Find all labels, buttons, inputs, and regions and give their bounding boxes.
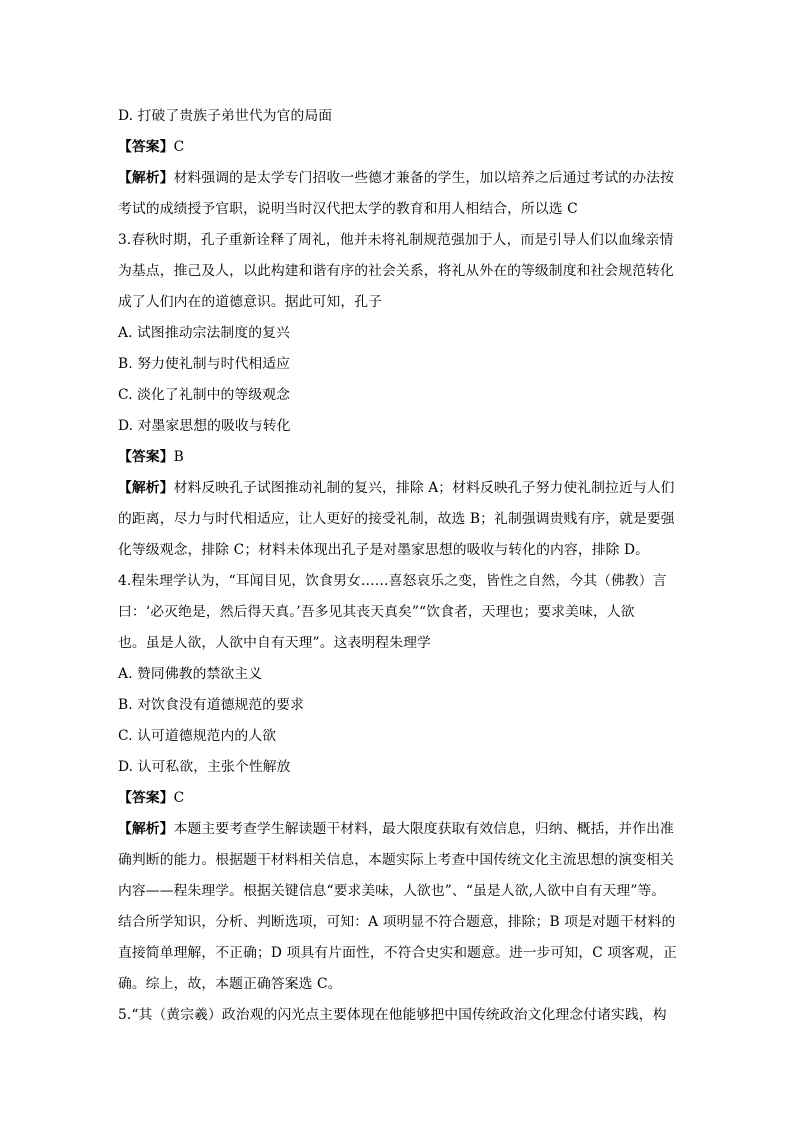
- analysis-q4-line-6: 确。综上，故，本题正确答案选 C。: [118, 976, 342, 992]
- analysis-q3-line-1: [118, 473, 678, 504]
- question-3-line-2: 为基点，推己及人，以此构建和谐有序的社会关系，将礼从外在的等级制度和社会规范转化: [118, 263, 674, 279]
- option-d-q3: D. 对墨家思想的吸收与转化: [118, 418, 291, 434]
- analysis-q4-line-1: [118, 814, 678, 845]
- option-b-q4: B. 对饮食没有道德规范的要求: [118, 697, 304, 713]
- option-a-q3: A. 试图推动宗法制度的复兴: [118, 325, 290, 341]
- analysis-q2-line-1: [118, 163, 678, 194]
- question-3-line-3: 成了人们内在的道德意识。据此可知，孔子: [118, 294, 383, 310]
- option-c-q3: C. 淡化了礼制中的等级观念: [118, 387, 291, 403]
- option-a-q4: A. 赞同佛教的禁欲主义: [118, 666, 263, 682]
- analysis-text: 本题主要考查学生解读题干材料，最大限度获取有效信息，归纳、概括，并作出准: [173, 821, 674, 837]
- analysis-q4-line-5: 直接简单理解，不正确；D 项具有片面性，不符合史实和题意。进一步可知，C 项客观，正: [118, 945, 677, 961]
- option-d-q4: D. 认可私欲，主张个性解放: [118, 759, 291, 775]
- analysis-q3-line-3: 化等级观念，排除 C；材料未体现出孔子是对墨家思想的吸收与转化的内容，排除 D。: [118, 542, 650, 558]
- option-b-q3: B. 努力使礼制与时代相适应: [118, 356, 291, 372]
- question-4-line-3: 也。虽是人欲，人欲中自有天理”。这表明程朱理学: [118, 635, 431, 651]
- question-3-line-1: 3.春秋时期，孔子重新诠释了周礼，他并未将礼制规范强加于人，而是引导人们以血缘亲情: [118, 232, 674, 248]
- answer-q4: [118, 783, 678, 814]
- analysis-text: 材料反映孔子试图推动礼制的复兴，排除 A；材料反映孔子努力使礼制拉近与人们: [173, 480, 675, 496]
- answer-value: B: [173, 449, 184, 465]
- answer-q3: [118, 442, 678, 473]
- answer-q2: [118, 132, 678, 163]
- question-5-line-1: 5.“其（黄宗羲）政治观的闪光点主要体现在他能够把中国传统政治文化理念付诸实践，构: [118, 1007, 667, 1023]
- answer-value: C: [173, 139, 185, 155]
- answer-value: C: [173, 790, 185, 806]
- option-d-q2: D. 打破了贵族子弟世代为官的局面: [118, 108, 333, 124]
- analysis-q4-line-3: 内容——程朱理学。根据关键信息“要求美味，人欲也”、“虽是人欲,人欲中自有天理”等。: [118, 883, 666, 899]
- analysis-q4-line-2: 确判断的能力。根据题干材料相关信息，本题实际上考查中国传统文化主流思想的演变相关: [118, 852, 674, 868]
- analysis-label: 【解析】: [118, 480, 174, 496]
- answer-label: 【答案】: [118, 449, 174, 465]
- answer-label: 【答案】: [118, 790, 174, 806]
- analysis-label: 【解析】: [118, 170, 174, 186]
- analysis-text: 材料强调的是太学专门招收一些德才兼备的学生，加以培养之后通过考试的办法按: [173, 170, 674, 186]
- analysis-q2-line-2: 考试的成绩授予官职，说明当时汉代把太学的教育和用人相结合，所以选 C: [118, 201, 578, 217]
- option-c-q4: C. 认可道德规范内的人欲: [118, 728, 277, 744]
- question-4-line-1: 4.程朱理学认为，“耳闻目见，饮食男女……喜怒哀乐之变，皆性之自然，今其（佛教）言: [118, 573, 667, 589]
- question-4-line-2: 曰：‘必灭绝是，然后得天真。’吾多见其丧天真矣”“饮食者，天理也；要求美味，人欲: [118, 604, 635, 620]
- document-content: [118, 101, 678, 1031]
- answer-label: 【答案】: [118, 139, 174, 155]
- analysis-label: 【解析】: [118, 821, 174, 837]
- analysis-q3-line-2: 的距离，尽力与时代相适应，让人更好的接受礼制，故选 B；礼制强调贵贱有序，就是要强: [118, 511, 675, 527]
- analysis-q4-line-4: 结合所学知识，分析、判断选项，可知：A 项明显不符合题意，排除；B 项是对题干材料的: [118, 914, 676, 930]
